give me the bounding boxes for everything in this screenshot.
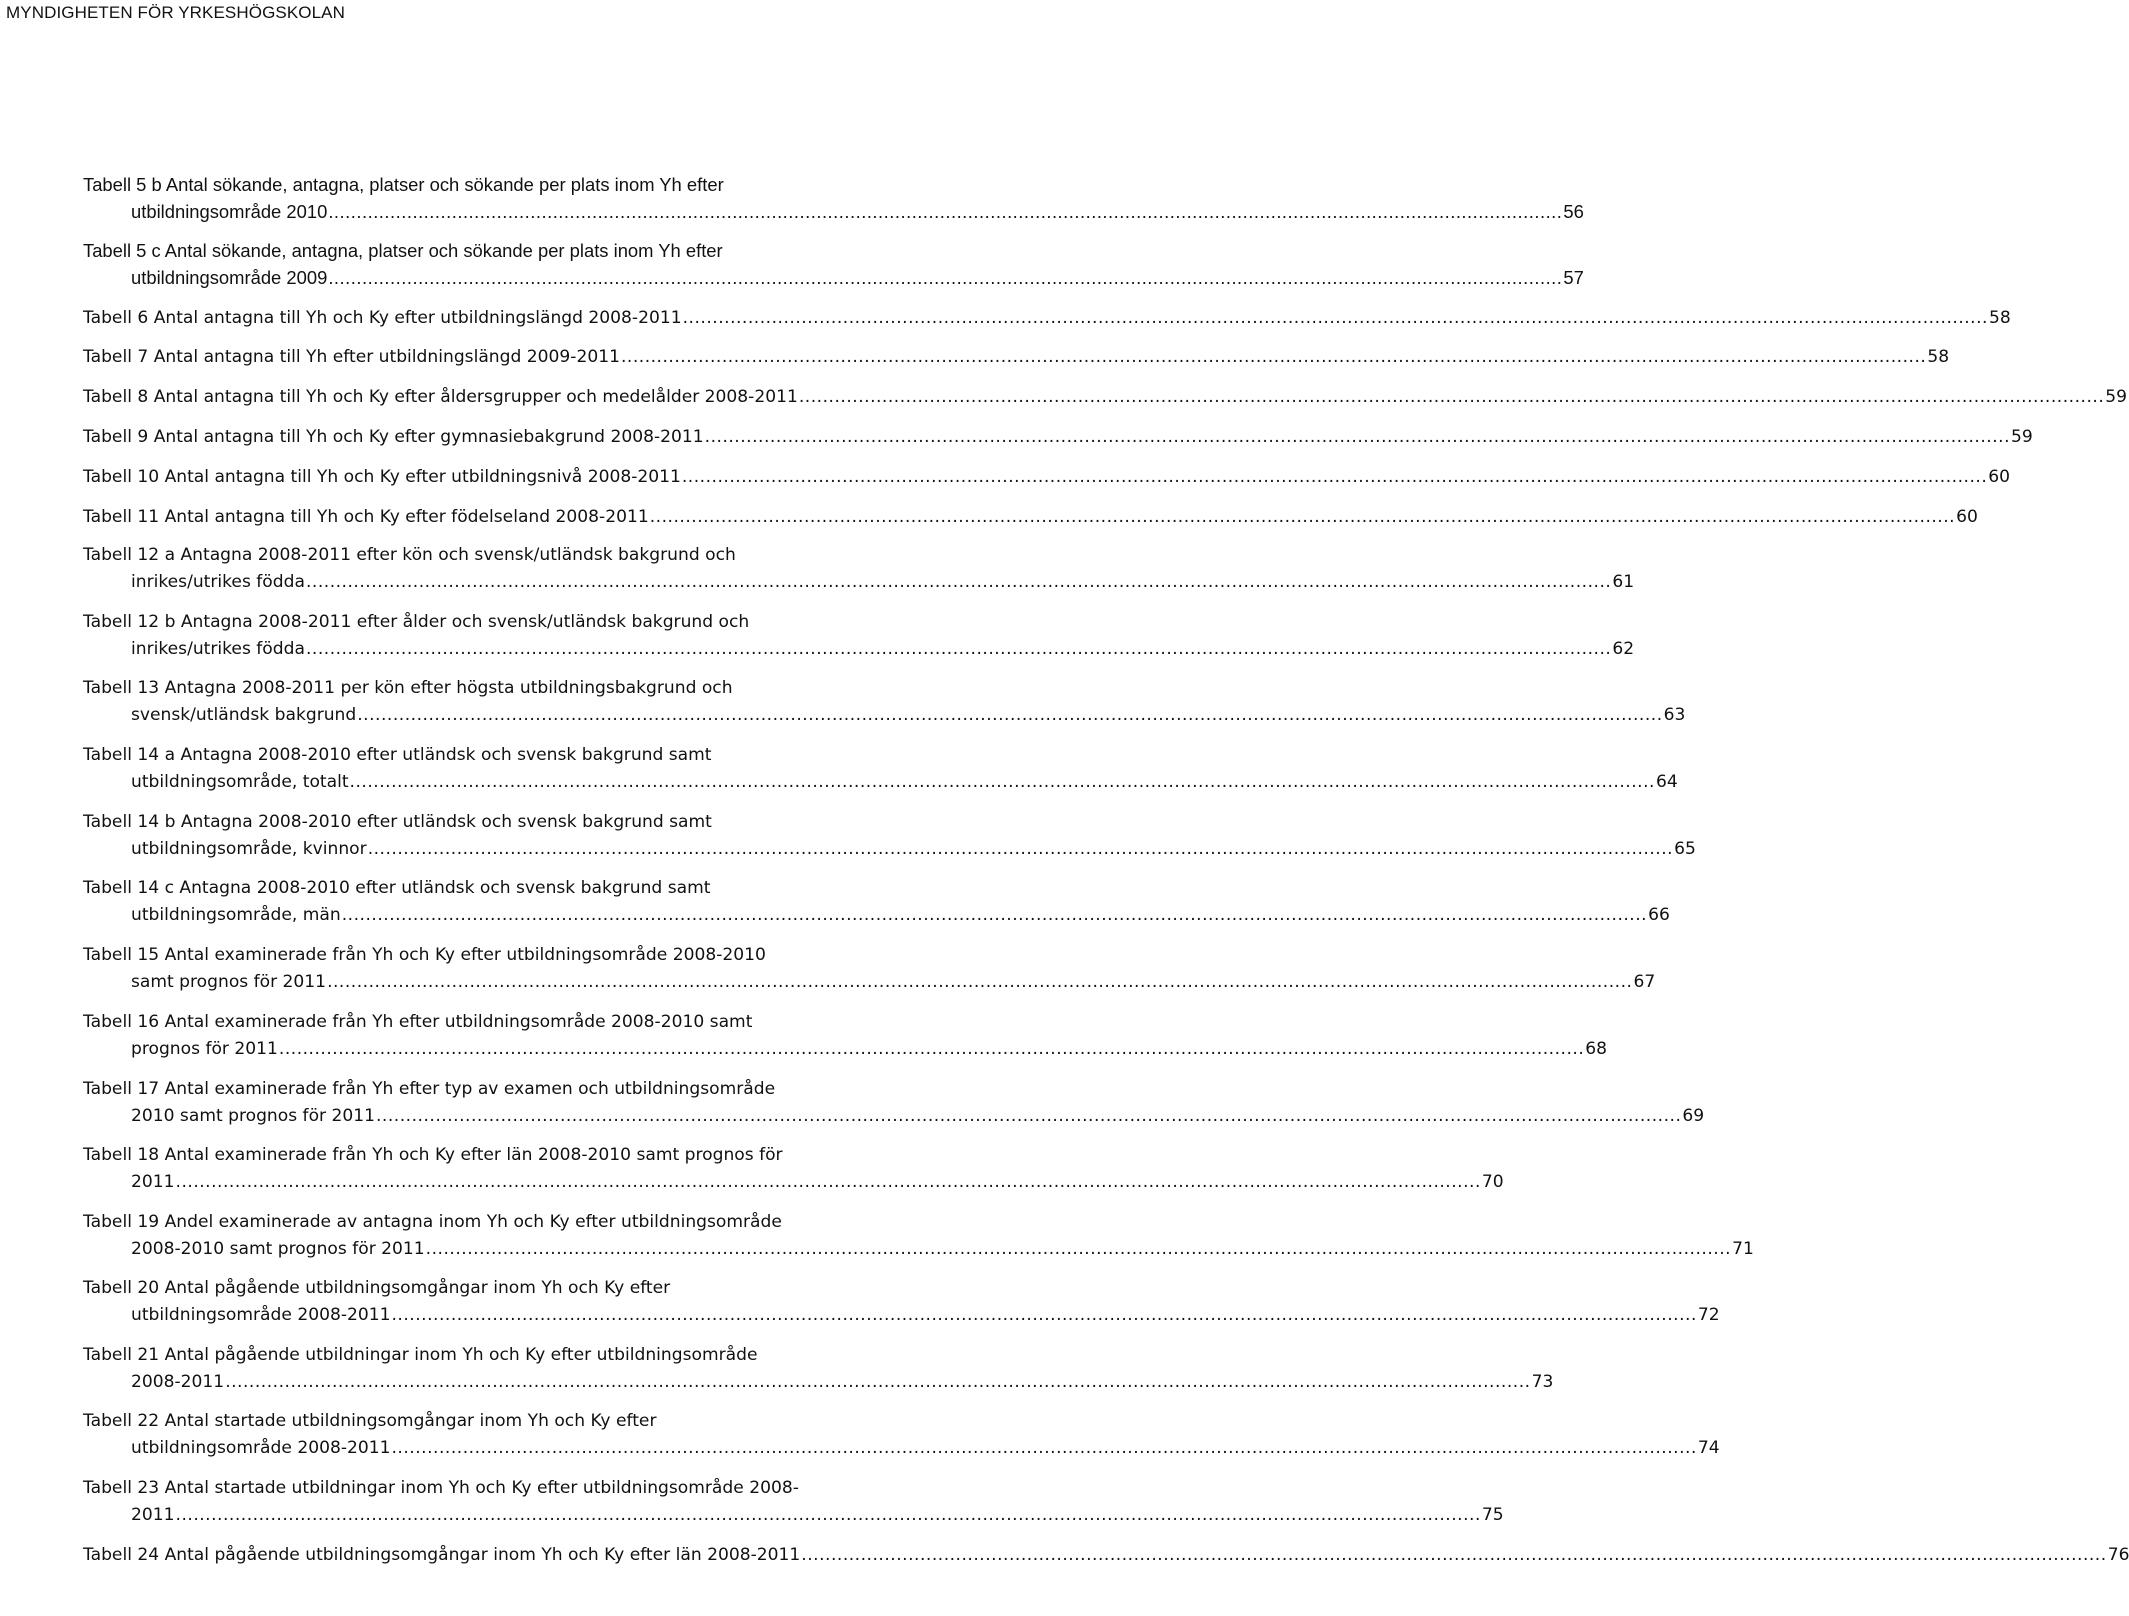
toc-entry-title: utbildningsområde 2008-2011 [131,1438,391,1458]
toc-leader-dots: ............................................................................................................................................................................................................................ [704,427,2011,447]
toc-entry-title: Tabell 7 Antal antagna till Yh efter utbildningslängd 2009-2011 [83,347,620,367]
toc-page-number: 66 [1648,905,1670,925]
toc-entry-line-last [83,503,1978,531]
toc-entry-title: Tabell 24 Antal pågående utbildningsomgångar inom Yh och Ky efter län 2008-2011 [83,1545,801,1565]
toc-entry-line-last [131,901,1670,929]
toc-entry-title: inrikes/utrikes födda [131,639,305,659]
toc-leader-dots: ............................................................................................................................................................................................................................ [328,201,1563,222]
toc-page-number: 60 [1988,467,2011,487]
toc-entry-line-last [83,343,1950,371]
toc-leader-dots: ............................................................................................................................................................................................................................ [681,467,1988,487]
toc-entry-line-last [131,1235,1754,1263]
toc-entry-line: Tabell 14 b Antagna 2008-2010 efter utländsk och svensk bakgrund samt [83,812,712,832]
toc-leader-dots: ............................................................................................................................................................................................................................ [175,1505,1481,1525]
toc-leader-dots: ............................................................................................................................................................................................................................ [425,1239,1732,1259]
toc-leader-dots: ............................................................................................................................................................................................................................ [391,1438,1697,1458]
toc-page-number: 68 [1585,1039,1608,1059]
toc-leader-dots: ............................................................................................................................................................................................................................ [349,772,1655,792]
toc-entry-title: 2011 [131,1172,175,1192]
toc-page-number: 61 [1612,572,1635,592]
toc-leader-dots: ............................................................................................................................................................................................................................ [376,1106,1682,1126]
toc-entry-title: samt prognos för 2011 [131,972,327,992]
toc-entry-title: utbildningsområde 2010 [131,201,328,222]
toc-entry-line-last [131,968,1656,996]
toc-entry-line-last [131,568,1635,596]
toc-leader-dots: ............................................................................................................................................................................................................................ [328,267,1563,288]
toc-entry-line-last [131,835,1696,863]
toc-leader-dots: ............................................................................................................................................................................................................................ [682,308,1988,328]
toc-entry-line: Tabell 20 Antal pågående utbildningsomgångar inom Yh och Ky efter [83,1278,671,1298]
toc-entry-line-last [131,1501,1504,1529]
toc-page-number: 76 [2107,1545,2129,1565]
toc-page-number: 67 [1633,972,1656,992]
toc-entry-line: Tabell 14 c Antagna 2008-2010 efter utländsk och svensk bakgrund samt [83,878,711,898]
toc-entry-title: inrikes/utrikes födda [131,572,305,592]
toc-page-number: 59 [2105,387,2128,407]
toc-entry-line-last [131,635,1635,663]
toc-page-number: 57 [1563,267,1584,288]
toc-page-number: 59 [2011,427,2033,447]
toc-entry-line: Tabell 22 Antal startade utbildningsomgångar inom Yh och Ky efter [83,1411,657,1431]
toc-entry-line: Tabell 13 Antagna 2008-2011 per kön efter högsta utbildningsbakgrund och [83,678,733,698]
page-header: MYNDIGHETEN FÖR YRKESHÖGSKOLAN [6,3,345,22]
toc-entry-title: Tabell 10 Antal antagna till Yh och Ky efter utbildningsnivå 2008-2011 [83,467,681,487]
toc-page-number: 70 [1481,1172,1504,1192]
toc-leader-dots: ............................................................................................................................................................................................................................ [225,1372,1531,1392]
toc-entry-line: Tabell 14 a Antagna 2008-2010 efter utländsk och svensk bakgrund samt [83,745,712,765]
toc-leader-dots: ............................................................................................................................................................................................................................ [391,1305,1697,1325]
toc-leader-dots: ............................................................................................................................................................................................................................ [341,905,1648,925]
toc-entry-line-last [83,463,2011,491]
toc-entry-line: Tabell 12 a Antagna 2008-2011 efter kön och svensk/utländsk bakgrund och [83,545,736,565]
toc-entry-line-last [83,423,2033,451]
toc-entry-title: Tabell 11 Antal antagna till Yh och Ky efter födelseland 2008-2011 [83,507,649,527]
toc-entry-line-last [131,1102,1705,1130]
toc-leader-dots: ............................................................................................................................................................................................................................ [175,1172,1481,1192]
toc-entry-line: Tabell 19 Andel examinerade av antagna inom Yh och Ky efter utbildningsområde [83,1212,782,1232]
toc-leader-dots: ............................................................................................................................................................................................................................ [357,705,1663,725]
toc-entry-line: Tabell 17 Antal examinerade från Yh efter typ av examen och utbildningsområde [83,1079,776,1099]
toc-entry-line: Tabell 18 Antal examinerade från Yh och Ky efter län 2008-2010 samt prognos för [83,1145,783,1165]
toc-page-number: 69 [1682,1106,1705,1126]
toc-entry-title: Tabell 8 Antal antagna till Yh och Ky efter åldersgrupper och medelålder 2008-2011 [83,387,798,407]
toc-entry-title: 2010 samt prognos för 2011 [131,1106,375,1126]
toc-entry-line-last [131,1035,1608,1063]
toc-page-number: 74 [1697,1438,1720,1458]
toc-entry-line: Tabell 16 Antal examinerade från Yh efter utbildningsområde 2008-2010 samt [83,1012,753,1032]
toc-entry-title: utbildningsområde 2008-2011 [131,1305,391,1325]
toc-entry-line-last [131,768,1678,796]
toc-entry-line-last [131,1368,1554,1396]
toc-entry-line: Tabell 15 Antal examinerade från Yh och Ky efter utbildningsområde 2008-2010 [83,945,766,965]
toc-page-number: 63 [1663,705,1686,725]
toc-entry-title: 2008-2010 samt prognos för 2011 [131,1239,425,1259]
toc-leader-dots: ............................................................................................................................................................................................................................ [305,639,1612,659]
toc-entry-line: Tabell 21 Antal pågående utbildningar inom Yh och Ky efter utbildningsområde [83,1345,758,1365]
toc-page-number: 71 [1732,1239,1754,1259]
toc-leader-dots: ............................................................................................................................................................................................................................ [798,387,2105,407]
toc-leader-dots: ............................................................................................................................................................................................................................ [801,1545,2107,1565]
toc-entry-line-last [83,383,2128,411]
toc-entry-title: 2011 [131,1505,175,1525]
toc-entry-title: utbildningsområde, totalt [131,772,349,792]
toc-leader-dots: ............................................................................................................................................................................................................................ [327,972,1633,992]
toc-page-number: 72 [1697,1305,1720,1325]
toc-page-number: 58 [1927,347,1950,367]
toc-entry-line: Tabell 5 b Antal sökande, antagna, platser och sökande per plats inom Yh efter [83,174,724,195]
toc-entry-title: utbildningsområde, män [131,905,341,925]
toc-page-number: 58 [1989,308,2011,328]
toc-entry-title: utbildningsområde 2009 [131,267,328,288]
toc-entry-line: Tabell 23 Antal startade utbildningar inom Yh och Ky efter utbildningsområde 2008- [83,1478,799,1498]
toc-leader-dots: ............................................................................................................................................................................................................................ [367,839,1674,859]
toc-leader-dots: ............................................................................................................................................................................................................................ [278,1039,1585,1059]
toc-page-number: 73 [1531,1372,1554,1392]
toc-page-number: 64 [1655,772,1678,792]
toc-entry-line-last [83,1541,2129,1569]
toc-entry-line: Tabell 5 c Antal sökande, antagna, platser och sökande per plats inom Yh efter [83,240,723,261]
toc-entry-title: utbildningsområde, kvinnor [131,839,367,859]
toc-entry-line: Tabell 12 b Antagna 2008-2011 efter ålder och svensk/utländsk bakgrund och [83,612,750,632]
toc-entry-line-last [131,264,1584,292]
toc-entry-line-last [131,1301,1720,1329]
toc-leader-dots: ............................................................................................................................................................................................................................ [620,347,1927,367]
toc-entry-title: Tabell 6 Antal antagna till Yh och Ky efter utbildningslängd 2008-2011 [83,308,682,328]
toc-leader-dots: ............................................................................................................................................................................................................................ [649,507,1956,527]
toc-entry-title: prognos för 2011 [131,1039,278,1059]
toc-entry-title: Tabell 9 Antal antagna till Yh och Ky efter gymnasiebakgrund 2008-2011 [83,427,704,447]
toc-entry-line-last [131,1434,1720,1462]
toc-entry-line-last [131,701,1686,729]
toc-entry-line-last [131,1168,1504,1196]
toc-entry-line-last [83,304,2011,332]
toc-page-number: 56 [1563,201,1584,222]
toc-page-number: 60 [1956,507,1978,527]
toc-leader-dots: ............................................................................................................................................................................................................................ [305,572,1612,592]
toc-page-number: 75 [1481,1505,1504,1525]
toc-entry-title: svensk/utländsk bakgrund [131,705,357,725]
toc-entry-line-last [131,198,1584,226]
toc-page-number: 65 [1674,839,1696,859]
toc-page-number: 62 [1612,639,1635,659]
toc-entry-title: 2008-2011 [131,1372,225,1392]
